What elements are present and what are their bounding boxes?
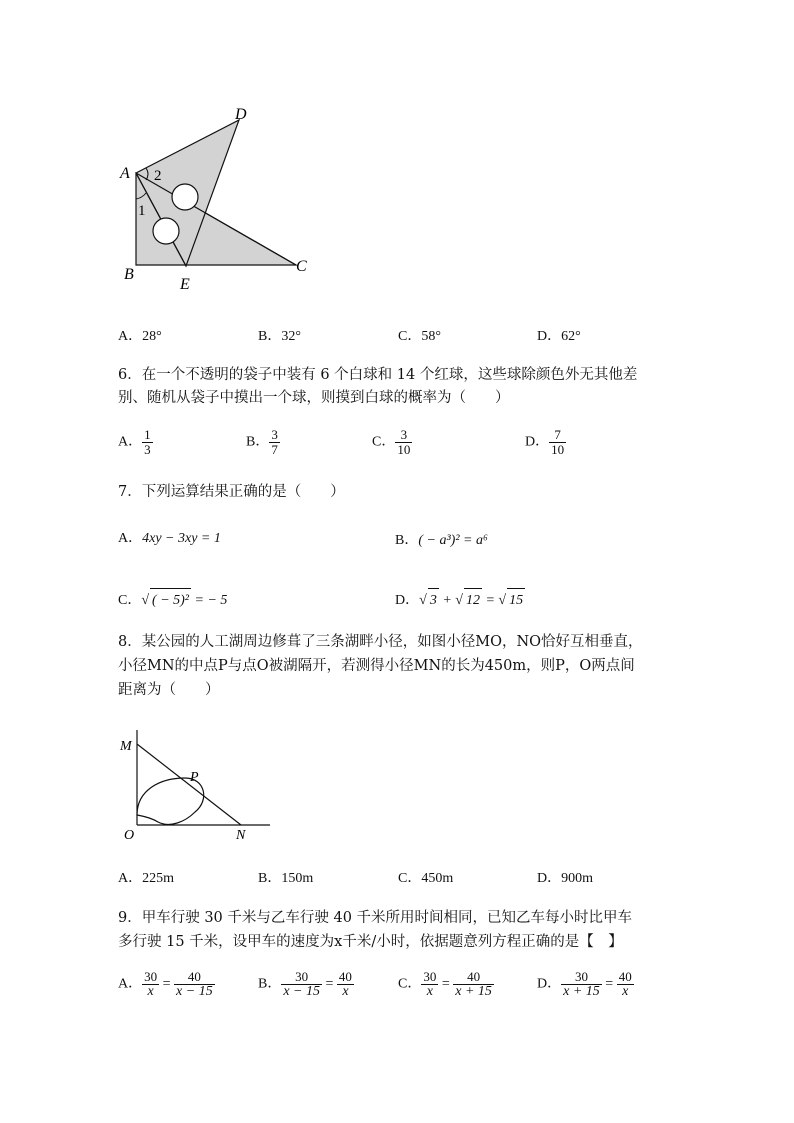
q8-option-b: B．150m [258, 871, 314, 886]
q8-option-d: D．900m [537, 871, 593, 886]
q7-stem: 7．下列运算结果正确的是（ ） [118, 484, 345, 500]
q9-stem-line1: 9．甲车行驶 30 千米与乙车行驶 40 千米所用时间相同，已知乙车每小时比甲车 [118, 910, 633, 926]
label-M: M [120, 739, 132, 754]
q8-stem-line3: 距离为（ ） [118, 682, 220, 698]
q9-option-d: D． $\frac{30}{x + 15}$ = $\frac{40}{x}$ [537, 969, 632, 999]
q6-stem-line1: 6．在一个不透明的袋子中装有 6 个白球和 14 个红球，这些球除颜色外无其他差 [118, 367, 638, 383]
label-C: C [296, 258, 307, 275]
q6-option-d: D． $\frac{7}{10}$ [525, 427, 565, 457]
q5-option-b: B．32° [258, 329, 301, 344]
label-2: 2 [154, 168, 162, 184]
q6-option-a: A． $\frac{1}{3}$ [118, 427, 151, 457]
q9-option-c: C． $\frac{30}{x}$ = $\frac{40}{x + 15}$ [398, 969, 492, 999]
q7-option-d: D．√ 3 + √ 12 = √ 15 [395, 588, 525, 613]
q5-option-c: C．58° [398, 329, 441, 344]
q6-option-b: B． $\frac{3}{7}$ [246, 427, 278, 457]
q8-stem-line2: 小径MN的中点P与点O被湖隔开，若测得小径MN的长为450m，则P，O两点间 [118, 658, 635, 674]
q8-option-c: C．450m [398, 871, 454, 886]
lake-figure [115, 725, 275, 850]
q9-stem-line2: 多行驶 15 千米，设甲车的速度为x千米/小时，依据题意列方程正确的是【 】 [118, 934, 623, 950]
q9-option-a: A． $\frac{30}{x}$ = $\frac{40}{x - 15}$ [118, 969, 213, 999]
label-A: A [120, 165, 130, 182]
hole-circle-upper [172, 184, 198, 210]
q8-stem-line1: 8．某公园的人工湖周边修葺了三条湖畔小径，如图小径MO，NO恰好互相垂直， [118, 634, 643, 650]
label-P: P [190, 770, 199, 785]
label-N: N [236, 828, 246, 843]
label-E: E [180, 276, 190, 293]
q9-option-b: B． $\frac{30}{x - 15}$ = $\frac{40}{x}$ [258, 969, 352, 999]
q7-option-b: B．( − a³)² = a⁶ [395, 533, 488, 548]
q5-option-d: D．62° [537, 329, 581, 344]
label-O: O [124, 828, 135, 843]
q6-stem-line2: 别、随机从袋子中摸出一个球，则摸到白球的概率为（ ） [118, 390, 510, 406]
label-D: D [235, 106, 247, 123]
label-B: B [124, 266, 134, 283]
q7-option-a: A．4xy − 3xy = 1 [118, 531, 221, 546]
q6-option-c: C． $\frac{3}{10}$ [372, 427, 411, 457]
q7-option-c: C．√ ( − 5)² = − 5 [118, 588, 227, 613]
label-1: 1 [138, 203, 146, 219]
q8-option-a: A．225m [118, 871, 174, 886]
triangle-figure [110, 100, 340, 300]
q5-option-a: A．28° [118, 329, 162, 344]
hole-circle-lower [153, 218, 179, 244]
